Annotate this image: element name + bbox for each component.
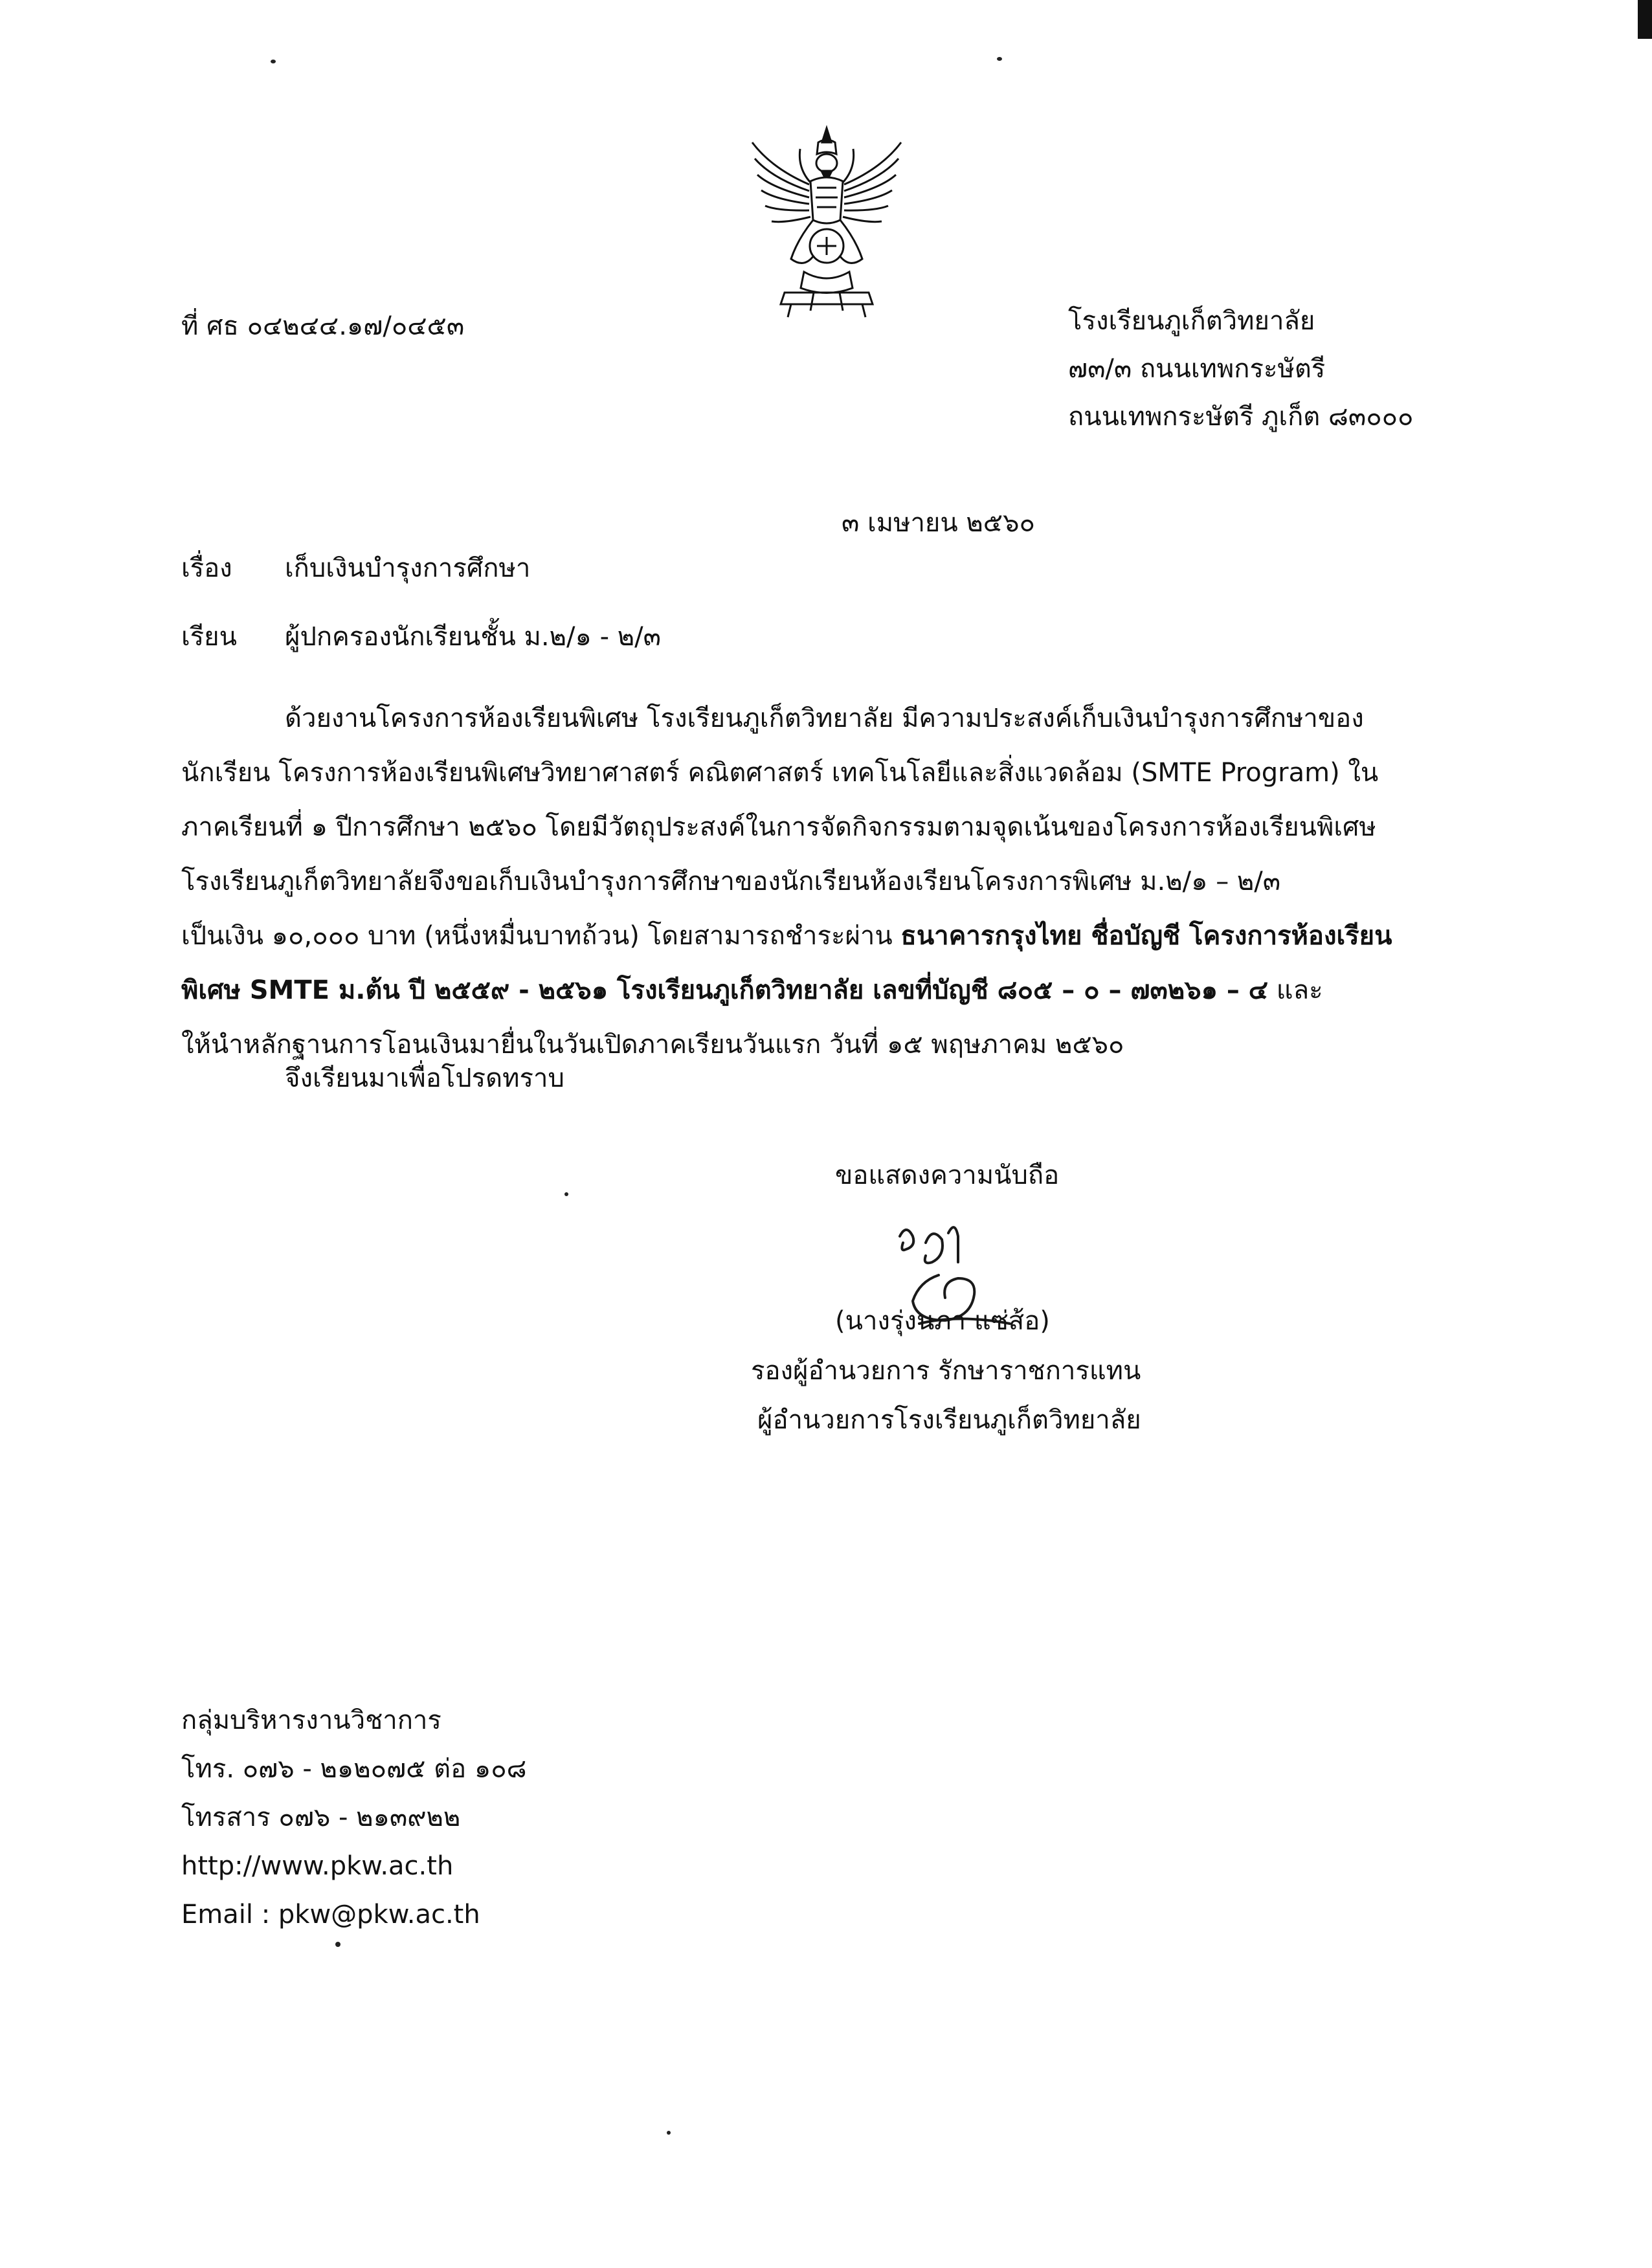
contact-footer [181,1704,527,1946]
scan-speck [271,60,276,63]
address-line-school: โรงเรียนภูเก็ตวิทยาลัย [1068,306,1315,336]
sender-address [1068,304,1413,448]
address-line-street: ๗๓/๓ ถนนเทพกระษัตรี [1068,354,1326,384]
letter-body [181,691,1476,1072]
recipient-value: ผู้ปกครองนักเรียนชั้น ม.๒/๑ - ๒/๓ [285,622,661,652]
fax-number: โทรสาร ๐๗๖ - ๒๑๓๙๒๒ [181,1803,461,1832]
regards-text: ขอแสดงความนับถือ [835,1161,1060,1190]
subject-value: เก็บเงินบำรุงการศึกษา [285,553,531,583]
signer-title-acting: รองผู้อำนวยการ รักษาราชการแทน [751,1356,1141,1386]
scan-edge-mark [1638,0,1652,39]
bank-account-number: พิเศษ SMTE ม.ต้น ปี ๒๕๕๙ - ๒๕๖๑ โรงเรียนภูเก็ตวิทยาลัย เลขที่บัญชี ๘๐๕ – ๐ – ๗๓๒๖๑ – ๔ [181,975,1269,1005]
payment-text: เป็นเงิน ๑๐,๐๐๐ บาท (หนึ่งหมื่นบาทถ้วน) โดยสามารถชำระผ่าน [181,921,901,951]
document-number: ที่ ศธ ๐๔๒๔๔.๑๗/๐๔๕๓ [181,311,465,341]
subject-label: เรื่อง [181,553,232,583]
body-line: ด้วยงานโครงการห้องเรียนพิเศษ โรงเรียนภูเก็ตวิทยาลัย มีความประสงค์เก็บเงินบำรุงการศึกษาของ [285,704,1364,733]
body-line: นักเรียน โครงการห้องเรียนพิเศษวิทยาศาสตร์ คณิตศาสตร์ เทคโนโลยีและสิ่งแวดล้อม (SMTE Program) ใน [181,758,1379,788]
scan-speck [564,1192,568,1196]
recipient-label: เรียน [181,622,237,652]
website-link[interactable]: http://www.pkw.ac.th [181,1851,454,1881]
letter-date: ๓ เมษายน ๒๕๖๐ [842,508,1035,538]
body-line: ให้นำหลักฐานการโอนเงินมายื่นในวันเปิดภาคเรียนวันแรก วันที่ ๑๕ พฤษภาคม ๒๕๖๐ [181,1030,1124,1060]
address-line-city: ถนนเทพกระษัตรี ภูเก็ต ๘๓๐๐๐ [1068,402,1414,432]
signer-name: (นางรุ่งนภา แซ่ส้อ) [835,1306,1050,1336]
scan-speck [997,57,1002,61]
scan-speck [335,1942,340,1947]
body-line: โรงเรียนภูเก็ตวิทยาลัยจึงขอเก็บเงินบำรุงการศึกษาของนักเรียนห้องเรียนโครงการพิเศษ ม.๒/๑ – ๒/๓ [181,867,1281,896]
body-line [181,963,1476,1017]
scan-speck [667,2131,671,2135]
garuda-emblem-icon [746,123,908,330]
body-line [181,909,1476,963]
department-name: กลุ่มบริหารงานวิชาการ [181,1706,441,1735]
signer-title-director: ผู้อำนวยการโรงเรียนภูเก็ตวิทยาลัย [757,1405,1141,1435]
phone-number: โทร. ๐๗๖ - ๒๑๒๐๗๕ ต่อ ๑๐๘ [181,1754,527,1784]
body-line: ภาคเรียนที่ ๑ ปีการศึกษา ๒๕๖๐ โดยมีวัตถุประสงค์ในการจัดกิจกรรมตามจุดเน้นของโครงการห้องเรียนพิเศษ [181,812,1376,842]
bank-account-name: ธนาคารกรุงไทย ชื่อบัญชี โครงการห้องเรียน [900,921,1392,951]
connector-text: และ [1268,975,1323,1005]
email-address[interactable]: Email : pkw@pkw.ac.th [181,1900,480,1929]
closing-line: จึงเรียนมาเพื่อโปรดทราบ [285,1063,564,1093]
